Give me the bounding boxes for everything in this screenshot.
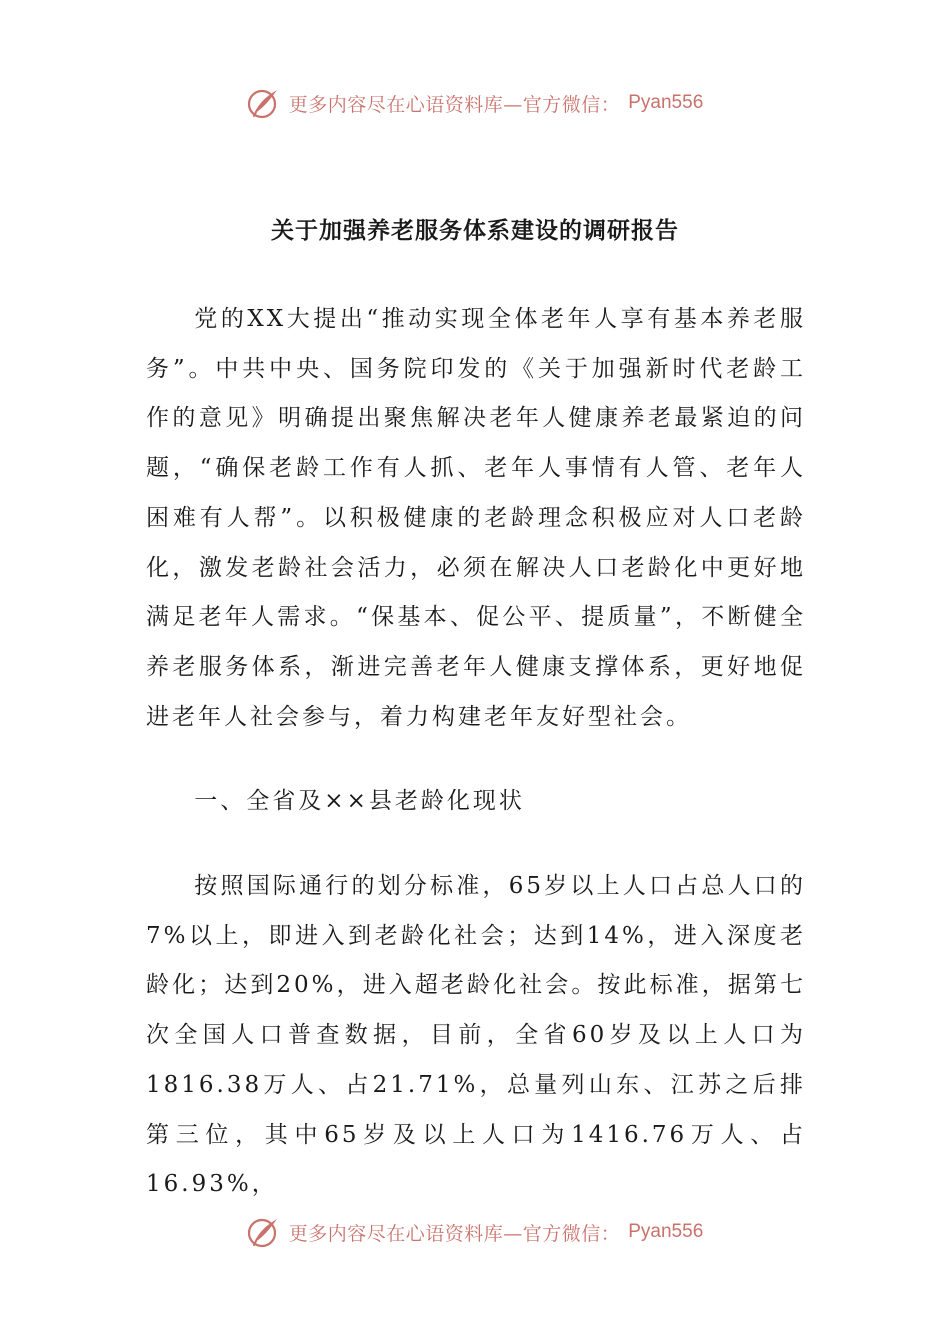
watermark-wechat-id: Pyan556 xyxy=(628,92,704,113)
quill-logo-icon xyxy=(247,1215,281,1249)
quill-logo-icon xyxy=(247,86,281,120)
watermark-header xyxy=(0,83,950,123)
document-title: 关于加强养老服务体系建设的调研报告 xyxy=(271,217,679,244)
section-paragraph: 按照国际通行的划分标准，65岁以上人口占总人口的7%以上，即进入到老龄化社会；达到14%，进入深度老龄化；达到20%，进入超老龄化社会。按此标准，据第七次全国人口普查数据，目前，全省60岁及以上人口为1816.38万人、占21.71%，总量列山东、江苏之后排第三位，其中65岁及以上人口为1416.76万人、占16.93%， xyxy=(146,873,806,1198)
watermark-text: 更多内容尽在心语资料库—官方微信： xyxy=(288,1222,621,1245)
watermark-wechat-id: Pyan556 xyxy=(628,1221,704,1242)
watermark-text: 更多内容尽在心语资料库—官方微信： xyxy=(288,93,621,116)
document-body xyxy=(146,295,806,1210)
watermark-footer xyxy=(0,1212,950,1252)
intro-paragraph: 党的XX大提出“推动实现全体老年人享有基本养老服务”。中共中央、国务院印发的《关于加强新时代老龄工作的意见》明确提出聚焦解决老年人健康养老最紧迫的问题，“确保老龄工作有人抓、老年人事情有人管、老年人困难有人帮”。以积极健康的老龄理念积极应对人口老龄化，激发老龄社会活力，必须在解决人口老龄化中更好地满足老年人需求。“保基本、促公平、提质量”，不断健全养老服务体系，渐进完善老年人健康支撑体系，更好地促进老年人社会参与，着力构建老年友好型社会。 xyxy=(146,306,806,730)
section-heading: 一、全省及××县老龄化现状 xyxy=(194,788,525,815)
